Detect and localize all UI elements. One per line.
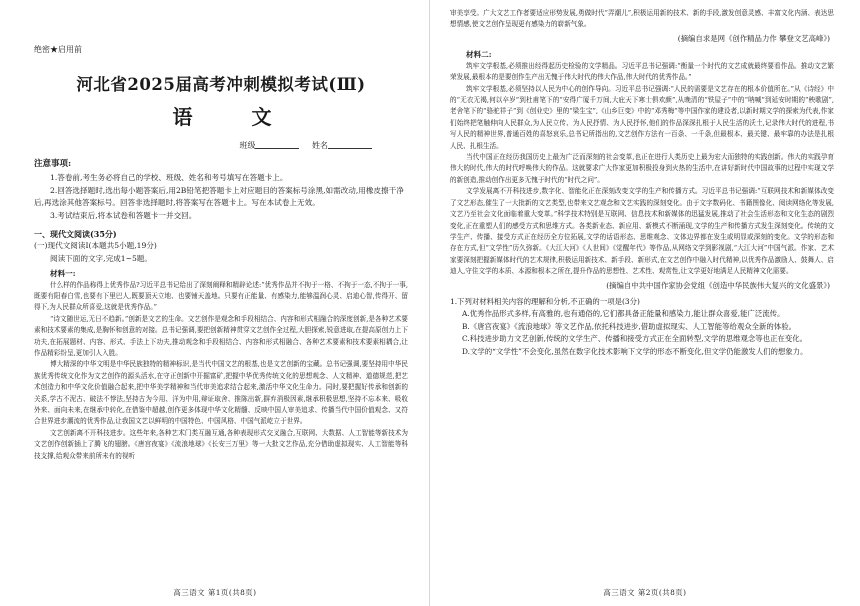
option-d: D.文学的“文学性”不会变化,虽然在数字化技术影响下文学的形态不断变化,但文学仍能激发人们的想象力。: [462, 346, 808, 356]
material1-paragraph: 什么样的作品称得上优秀作品?习近平总书记给出了深刻阐释和精辟论述:“优秀作品并不拘于一格、不拘于一态,不拘于一事,既要有阳春白雪,也要有下里巴人,既要顶天立地、也要铺天盖地。只要有正能量、有感染力,能够温润心灵、启迪心智,传得开、留得下,为人民群众所喜爱,这就是优秀作品。”: [34, 280, 408, 312]
material2-paragraph: 筑牢文学根基,必须推出经得起历史检验的文学精品。习近平总书记强调:“衡量一个时代的文艺成就最终要看作品。推动文艺繁荣发展,最根本的是要创作生产出无愧于伟大时代的伟大作品,伟大时代的优秀作品。”: [450, 61, 834, 82]
option-c: C.科技进步助力文艺创新,传统的文学生产、传播和接受方式正在全面转型,文学的思维观念等也正在变化。: [462, 334, 808, 344]
page-footer-right: 高三语文 第2页(共8页): [603, 588, 687, 597]
name-label: 姓名: [312, 141, 328, 150]
material2-paragraph: 筑牢文学根基,必须坚持以人民为中心的创作导向。习近平总书记强调:“人民的需要是文艺存在的根本价值所在。”从《诗经》中的“无衣无褐,何以卒岁”到杜甫笔下的“安得广厦千万间,大庇天下寒士俱欢颜”,从晚清的“铁屋子”中的“呐喊”到延安时期的“秧歌剧”,老舍笔下的“骆驼祥子”到《创业史》里的“梁生宝”,《山乡巨变》中的“邓秀梅”等中国作家的建设者,以新时期文学的探索为代表,作家们始终把笔触伸向人民群众,为人民立传、为人民抒情、为人民抒怀,他们的作品深深扎根于人民生活的沃土,记录伟大时代的进程,书写人民的精神世界,普通百姓的喜怒哀乐,总书记所指出的,文艺创作方法有一百条、一千条,但最根本、最关键、最牢靠的办法是扎根人民、扎根生活。: [450, 84, 834, 150]
material1-paragraph: 文艺创新离不开科技进步。这些年来,各种艺术门类互融互通,各种表现形式交叉融合,互联网、大数据、人工智能等新技术为文艺创作创新插上了腾飞的翅膀。《唐宫夜宴》《流浪地球》《长安三万里》等一大批文艺作品,充分借助虚拟现实、人工智能等科技支撑,给观众带来前所未有的视听: [34, 428, 408, 460]
reading-instruction: 阅读下面的文字,完成1~5题。: [50, 253, 152, 263]
notice-2: 2.回答选择题时,选出每小题答案后,用2B铅笔把答题卡上对应题目的答案标号涂黑,如需改动,用橡皮擦干净后,再选涂其他答案标号。回答非选择题时,将答案写在答题卡上。写在本试卷上无效。: [34, 185, 404, 208]
option-a: A.优秀作品形式多样,有高雅的,也有通俗的,它们都具备正能量和感染力,能让群众喜爱,能广泛流传。: [462, 309, 785, 319]
notice-3: 3.考试结束后,将本试卷和答题卡一并交回。: [50, 210, 197, 220]
section-title: 一、现代文阅读(35分): [34, 229, 117, 240]
material1-paragraph: “诗文随世运,无日不趋新。”创新是文艺的生命。文艺创作是观念和手段相结合、内容和形式相融合的深度创新,是各种艺术要素和技术要素的集成,是胸怀和创意的对接。总书记强调,要把创新精神贯穿文艺创作全过程,大胆探索,锐意进取,在提高原创力上下功夫,在拓展题材、内容、形式、手法上下功夫,推动观念和手段相结合、内容和形式相融合、各种艺术要素和技术要素相耦合,让作品精彩纷呈,更加引人入胜。: [34, 314, 408, 357]
option-b: B.《唐宫夜宴》《流浪地球》等文艺作品,依托科技进步,借助虚拟现实、人工智能等给观众全新的体验。: [462, 321, 796, 331]
material1-paragraph: 博大精深的中华文明是中华民族独特的精神标识,是当代中国文艺的根基,也是文艺创新的宝藏。总书记强调,要坚持用中华民族优秀传统文化作为文艺创作的源头活水,在守正创新中开掘富矿,把握中华优秀传统文化的思想观念、人文精神、道德规范,把艺术创造力和中华文化价值融合起来,把中华美学精神和当代审美追求结合起来,激活中华文化生命力。同时,要把握好传承和创新的关系,学古不泥古、破法不悖法,坚持古为今用、洋为中用,辩证取舍、推陈出新,摒弃消极因素,继承积极思想,坚持不忘本来、吸收外来、面向未来,在继承中转化,在借鉴中超越,创作更多体现中华文化精髓、反映中国人审美追求、传播当代中国价值观念、又符合世界进步潮流的优秀作品,让我国文艺以鲜明的中国特色、中国风格、中国气派屹立于世界。: [34, 360, 408, 426]
right-page: [430, 0, 860, 606]
student-info-fields: [34, 140, 382, 151]
material2-paragraph: 当代中国正在经历我国历史上最为广泛而深刻的社会变革,也正在进行人类历史上最为宏大而独特的实践创新。伟大的实践孕育伟大的时代,伟大的时代呼唤伟大的作品。这就要求广大作家更加积极投身到火热的生活中,在讲好新时代中国故事的过程中实现文学的新创造,推动创作出更多无愧于时代的“时代之问”。: [450, 153, 834, 184]
material2-title: 材料二:: [466, 49, 492, 59]
notice-1: 1.答卷前,考生务必将自己的学校、班级、姓名和考号填写在答题卡上。: [50, 173, 288, 182]
source-citation-1: (摘编自求是网《创作精品力作 攀登文艺高峰》): [677, 33, 830, 43]
subject-title: 语 文: [172, 105, 298, 129]
class-label: 班级: [239, 141, 256, 150]
class-blank: [255, 140, 299, 149]
notice-title: 注意事项:: [34, 159, 72, 169]
page-footer-left: 高三语文 第1页(共8页): [173, 588, 257, 597]
secret-mark: 绝密★启用前: [34, 45, 82, 54]
material1-title: 材料一:: [50, 268, 76, 278]
question-1: 1.下列对材料相关内容的理解和分析,不正确的一项是(3分): [450, 296, 640, 306]
material1-continuation: 审美享受。广大文艺工作者要适应形势发展,勇做时代“弄潮儿”,积极运用新的技术、新的手段,激发创意灵感、丰富文化内涵、表达思想情感,使文艺创作呈现更有感染力的崭新气象。: [450, 9, 834, 29]
name-blank: [328, 140, 372, 149]
subsection-title: (一)现代文阅读Ⅰ(本题共5小题,19分): [34, 241, 157, 251]
source-citation-2: (摘编自中共中国作家协会党组《创造中华民族伟大复兴的文化盛景》): [606, 280, 830, 290]
exam-title: 河北省2025届高考冲刺模拟考试(Ⅲ): [76, 75, 366, 94]
material2-paragraph: 文学发展离不开科技进步,数字化、智能化正在深刻改变文学的生产和传播方式。习近平总书记强调:“互联网技术和新媒体改变了文艺形态,催生了一大批新的文艺类型,也带来文艺观念和文艺实践的深刻变化。由于文字数码化、书籍图像化、阅读网络化等发展,文艺乃至社会文化面临着重大变革。”科学技术特别是互联网、信息技术和新媒体的迅猛发展,推动了社会生活形态和文化生态的剧烈变化,正在重塑人们的感受方式和思维方式。各类新业态、新应用、新模式不断涌现,文学的生产和传播方式发生深刻变化。传统的文学生产、传播、接受方式正在经历全方位拓展,文学的话语形态、思维观念、文体边界都在发生或明显或深刻的变化。文学的形态和存在方式,但“文学性”历久弥新。《大江大河》《人世间》《觉醒年代》等作品,从网络文学到影视剧,“大江大河”中国气派。作家、艺术家要深刻把握新媒体时代的艺术规律,积极运用新技术、新手段、新形式,在文艺创作中融入时代精神,以优秀作品激励人、鼓舞人、启迪人,守住文学的本质、本源和根本之所在,提升作品的思想性、艺术性、观赏性,让文学更好地满足人民精神文化需要。: [450, 187, 834, 276]
